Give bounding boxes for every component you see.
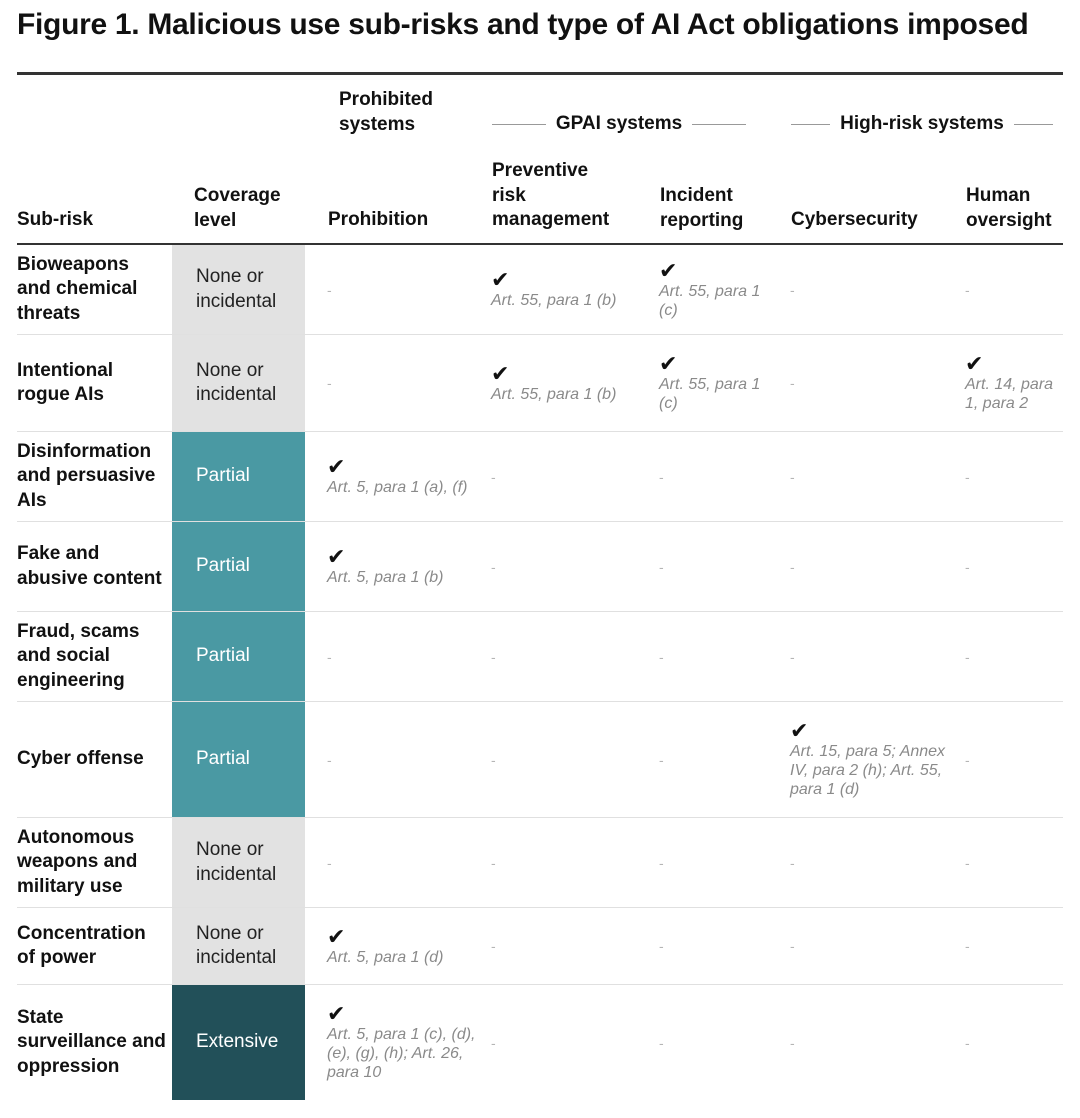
empty-dash: - (659, 1034, 664, 1051)
cell-preventive-risk-management (491, 432, 641, 521)
cell-sub-risk: State surveillance and oppression (17, 1006, 166, 1077)
article-reference: Art. 14, para 1, para 2 (965, 376, 1054, 412)
cell-coverage-level: Partial (172, 612, 305, 701)
empty-dash: - (327, 281, 332, 298)
cell-incident-reporting (659, 522, 779, 611)
empty-dash: - (790, 281, 795, 298)
cell-preventive-risk-management (491, 245, 641, 334)
cell-cybersecurity (790, 985, 950, 1100)
group-rule (1014, 124, 1053, 125)
cell-sub-risk: Concentration of power (17, 922, 146, 968)
empty-dash: - (965, 938, 970, 954)
article-reference: Art. 5, para 1 (d) (327, 948, 444, 966)
header-human-oversight: Human oversight (966, 185, 1052, 231)
table-row (17, 522, 1063, 612)
empty-dash: - (790, 558, 795, 575)
header-highrisk-systems: High-risk systems (840, 113, 1004, 134)
table-row (17, 245, 1063, 335)
empty-dash: - (965, 1034, 970, 1051)
table-row (17, 432, 1063, 522)
cell-coverage-level: Partial (172, 522, 305, 611)
empty-dash: - (790, 854, 795, 871)
cell-sub-risk: Disinformation and persuasive AIs (17, 440, 156, 511)
cell-sub-risk: Autonomous weapons and military use (17, 826, 138, 897)
cell-cybersecurity (790, 335, 950, 431)
header-prohibition: Prohibition (328, 209, 429, 230)
checkmark-icon: ✔ (327, 454, 346, 479)
cell-cybersecurity (790, 432, 950, 521)
empty-dash: - (327, 375, 332, 391)
table-row (17, 985, 1063, 1100)
header-cybersecurity: Cybersecurity (791, 209, 918, 230)
table-row (17, 612, 1063, 702)
cell-prohibition (327, 985, 477, 1100)
article-reference: Art. 55, para 1 (b) (491, 385, 617, 403)
empty-dash: - (327, 648, 332, 665)
checkmark-icon: ✔ (965, 351, 984, 376)
group-rule (791, 124, 830, 125)
cell-human-oversight (965, 432, 1063, 521)
cell-human-oversight (965, 818, 1063, 907)
empty-dash: - (659, 468, 664, 485)
cell-human-oversight (965, 908, 1063, 984)
cell-preventive-risk-management (491, 702, 641, 817)
empty-dash: - (327, 854, 332, 871)
empty-dash: - (491, 1034, 496, 1051)
article-reference: Art. 55, para 1 (b) (491, 292, 617, 309)
checkmark-icon: ✔ (327, 923, 346, 949)
cell-human-oversight (965, 335, 1063, 431)
cell-prohibition (327, 818, 477, 907)
cell-preventive-risk-management (491, 335, 641, 431)
empty-dash: - (965, 648, 970, 665)
cell-incident-reporting (659, 818, 779, 907)
empty-dash: - (659, 558, 664, 575)
empty-dash: - (790, 375, 795, 391)
cell-prohibition (327, 908, 477, 984)
cell-sub-risk: Intentional rogue AIs (17, 359, 114, 405)
cell-prohibition (327, 432, 477, 521)
empty-dash: - (790, 938, 795, 954)
header-gpai-systems: GPAI systems (555, 113, 683, 134)
empty-dash: - (491, 468, 496, 485)
cell-prohibition (327, 612, 477, 701)
cell-human-oversight (965, 612, 1063, 701)
cell-prohibition (327, 702, 477, 817)
checkmark-icon: ✔ (491, 360, 510, 386)
cell-sub-risk: Cyber offense (17, 748, 144, 770)
cell-human-oversight (965, 245, 1063, 334)
cell-prohibition (327, 245, 477, 334)
article-reference: Art. 55, para 1 (c) (659, 282, 761, 319)
cell-human-oversight (965, 985, 1063, 1100)
empty-dash: - (790, 648, 795, 665)
cell-coverage-level: None or incidental (172, 818, 305, 907)
empty-dash: - (491, 558, 496, 575)
empty-dash: - (491, 751, 496, 768)
cell-cybersecurity (790, 702, 950, 817)
empty-dash: - (965, 558, 970, 575)
cell-human-oversight (965, 702, 1063, 817)
cell-coverage-level: None or incidental (172, 245, 305, 334)
cell-incident-reporting (659, 985, 779, 1100)
cell-preventive-risk-management (491, 985, 641, 1100)
cell-preventive-risk-management (491, 522, 641, 611)
checkmark-icon: ✔ (327, 1001, 346, 1026)
cell-incident-reporting (659, 432, 779, 521)
cell-preventive-risk-management (491, 908, 641, 984)
cell-human-oversight (965, 522, 1063, 611)
cell-cybersecurity (790, 908, 950, 984)
checkmark-icon: ✔ (327, 544, 346, 569)
article-reference: Art. 55, para 1 (c) (659, 376, 761, 412)
table-row (17, 702, 1063, 818)
empty-dash: - (965, 751, 970, 768)
article-reference: Art. 5, para 1 (a), (f) (327, 479, 468, 496)
cell-coverage-level: None or incidental (172, 908, 305, 984)
header-group-highrisk (791, 112, 1053, 136)
checkmark-icon: ✔ (790, 718, 809, 743)
header-coverage-level: Coverage level (194, 185, 281, 231)
empty-dash: - (790, 468, 795, 485)
cell-preventive-risk-management (491, 612, 641, 701)
cell-incident-reporting (659, 702, 779, 817)
checkmark-icon: ✔ (659, 257, 678, 283)
cell-prohibition (327, 335, 477, 431)
table-row (17, 335, 1063, 432)
empty-dash: - (491, 854, 496, 871)
cell-coverage-level: Extensive (172, 985, 305, 1100)
cell-sub-risk: Fake and abusive content (17, 543, 162, 589)
cell-coverage-level: None or incidental (172, 335, 305, 431)
cell-coverage-level: Partial (172, 702, 305, 817)
empty-dash: - (659, 751, 664, 768)
empty-dash: - (327, 751, 332, 768)
empty-dash: - (659, 854, 664, 871)
header-preventive-risk-management: Preventive risk management (492, 160, 610, 230)
cell-incident-reporting (659, 908, 779, 984)
article-reference: Art. 15, para 5; Annex IV, para 2 (h); Art. 55, para 1 (d) (790, 743, 946, 798)
header-prohibited-systems: Prohibited systems (339, 89, 433, 135)
empty-dash: - (491, 938, 496, 954)
empty-dash: - (965, 468, 970, 485)
cell-sub-risk: Bioweapons and chemical threats (17, 253, 138, 324)
article-reference: Art. 5, para 1 (b) (327, 569, 444, 586)
article-reference: Art. 5, para 1 (c), (d), (e), (g), (h); Art. 26, para 10 (327, 1026, 476, 1081)
empty-dash: - (965, 281, 970, 298)
cell-cybersecurity (790, 612, 950, 701)
cell-prohibition (327, 522, 477, 611)
cell-coverage-level: Partial (172, 432, 305, 521)
cell-incident-reporting (659, 612, 779, 701)
header-group-gpai (492, 112, 746, 136)
header-incident-reporting: Incident reporting (660, 185, 744, 231)
group-rule (492, 124, 546, 125)
cell-cybersecurity (790, 818, 950, 907)
table-row (17, 818, 1063, 908)
cell-preventive-risk-management (491, 818, 641, 907)
cell-incident-reporting (659, 335, 779, 431)
empty-dash: - (659, 648, 664, 665)
top-rule (17, 72, 1063, 75)
empty-dash: - (659, 938, 664, 954)
cell-incident-reporting (659, 245, 779, 334)
checkmark-icon: ✔ (659, 351, 678, 376)
cell-cybersecurity (790, 245, 950, 334)
header-sub-risk: Sub-risk (17, 209, 94, 230)
cell-cybersecurity (790, 522, 950, 611)
empty-dash: - (491, 648, 496, 665)
table-row (17, 908, 1063, 985)
figure-title: Figure 1. Malicious use sub-risks and type of AI Act obligations imposed (17, 8, 1029, 41)
empty-dash: - (965, 854, 970, 871)
empty-dash: - (790, 1034, 795, 1051)
cell-sub-risk: Fraud, scams and social engineering (17, 620, 140, 691)
group-rule (692, 124, 746, 125)
checkmark-icon: ✔ (491, 267, 510, 292)
